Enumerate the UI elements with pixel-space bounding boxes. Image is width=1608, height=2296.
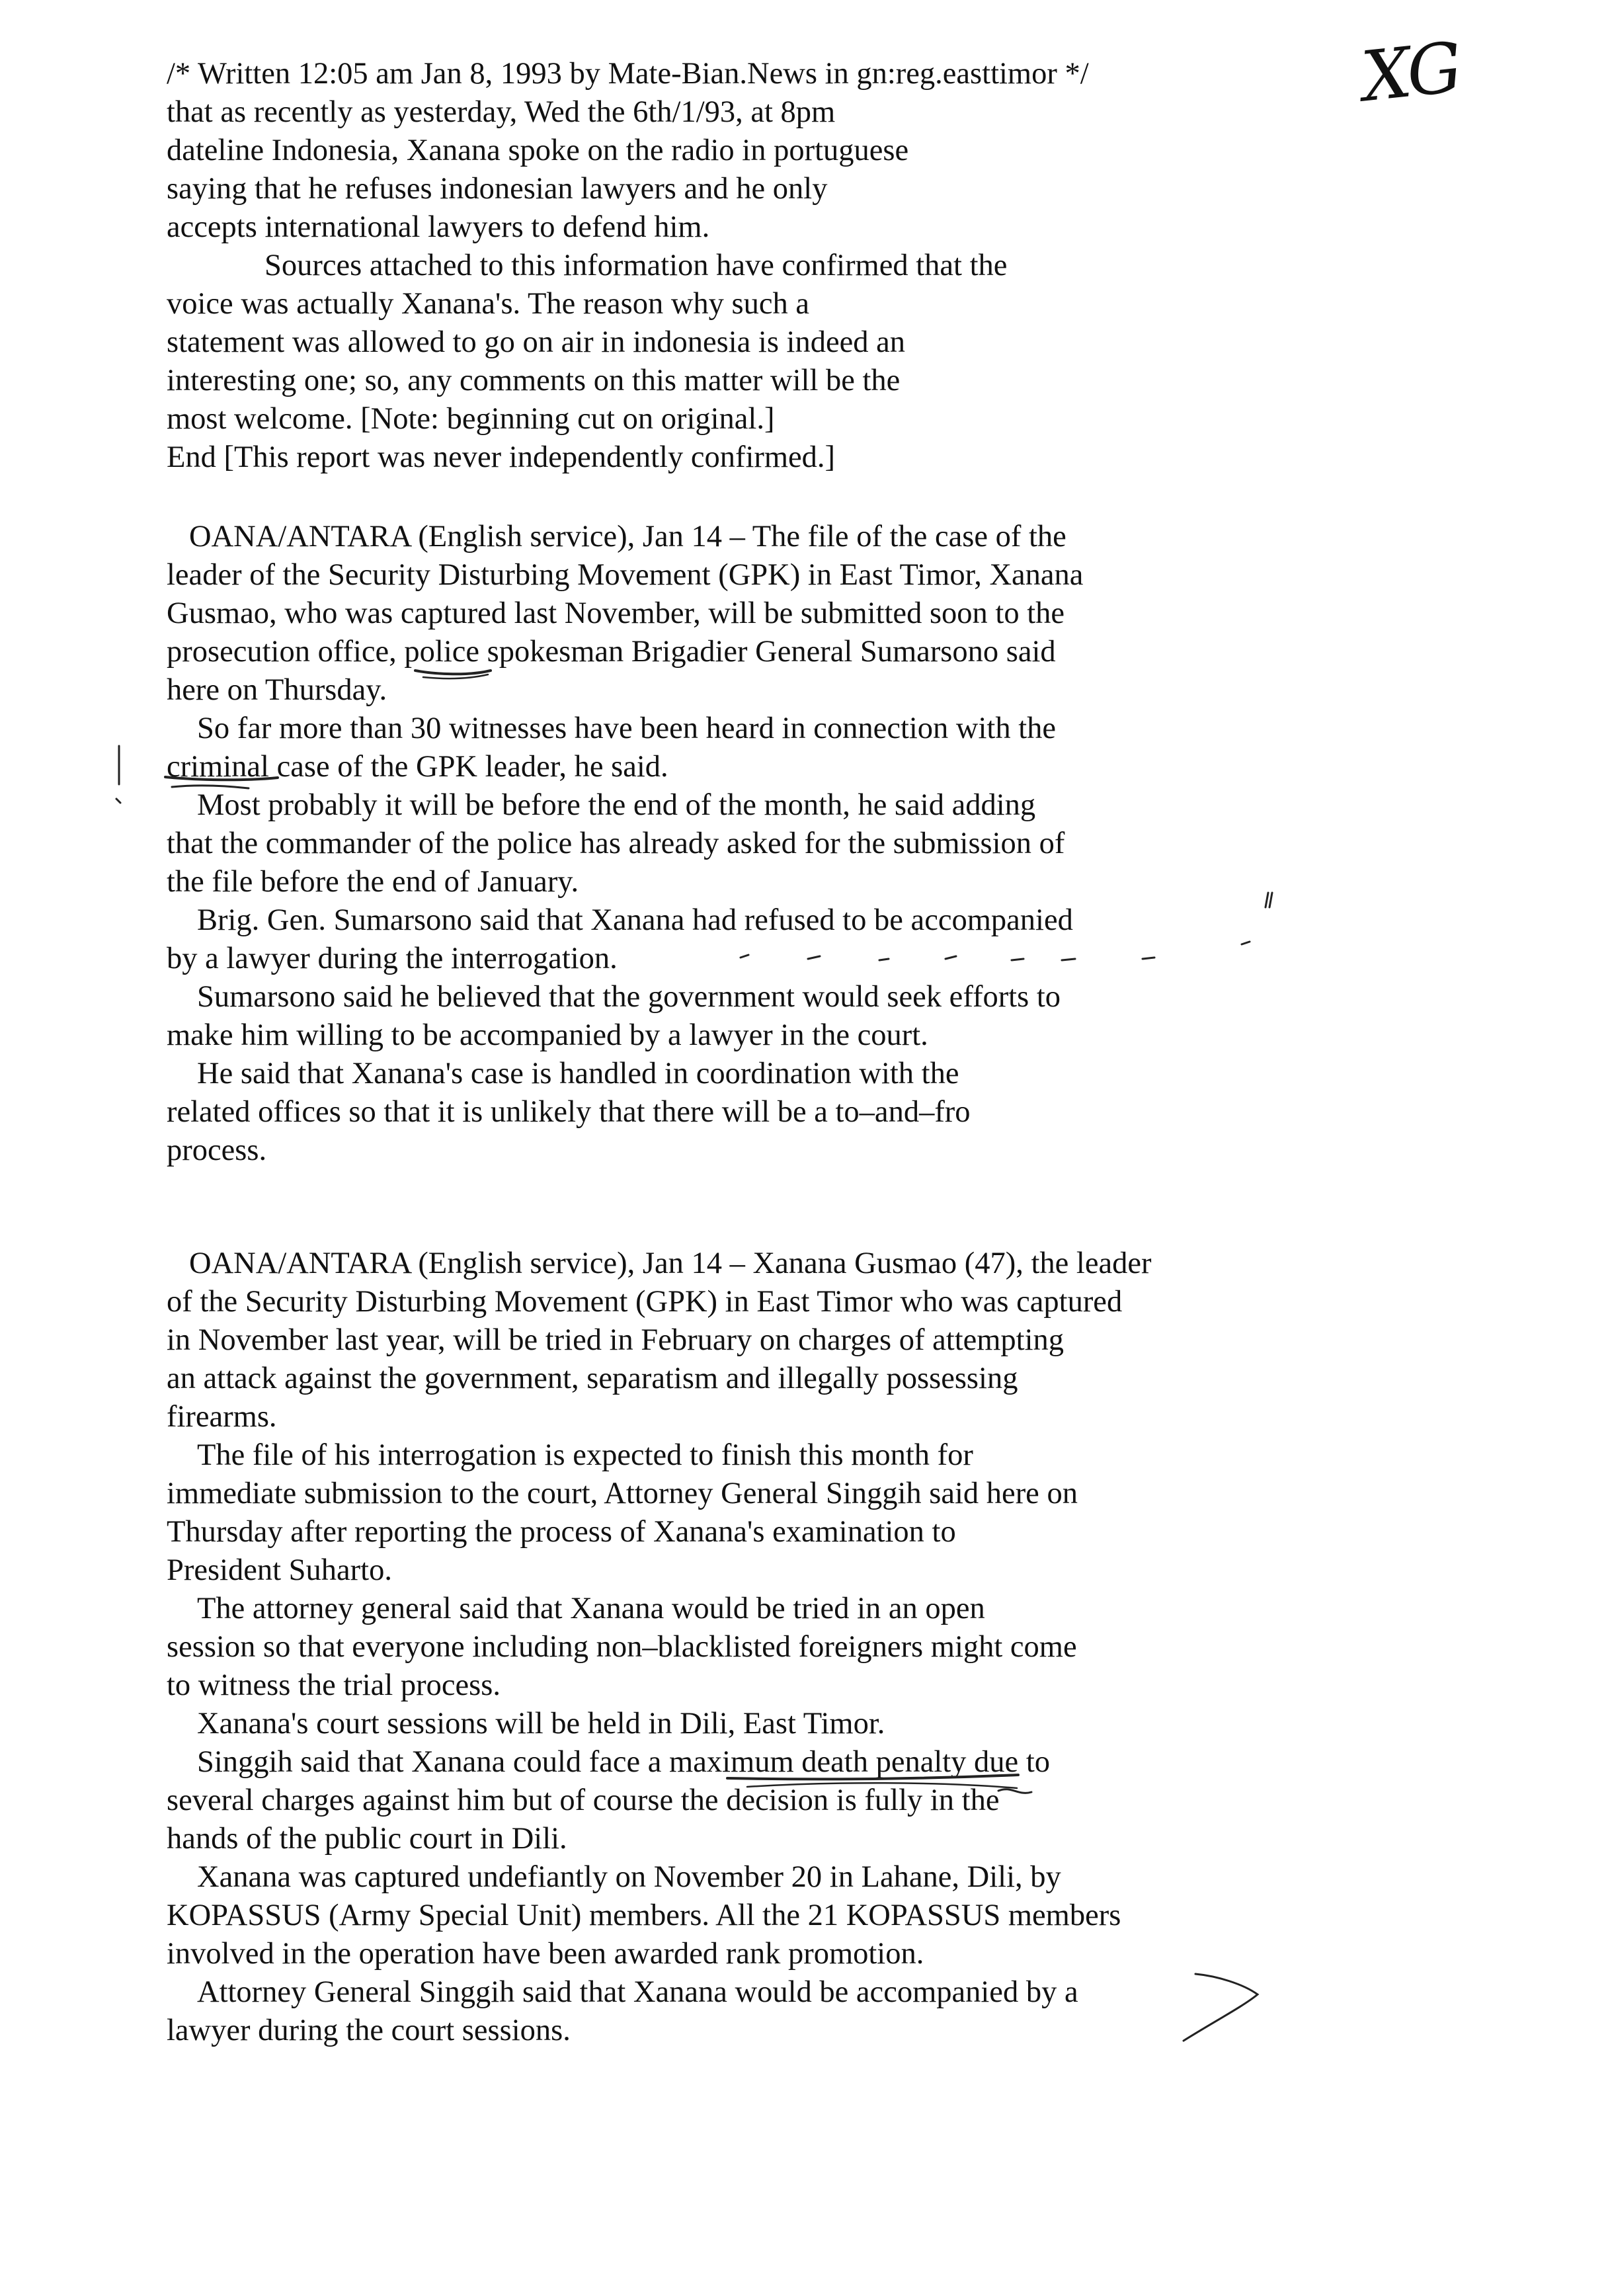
text-line: OANA/ANTARA (English service), Jan 14 – Xanana Gusmao (47), the leader [189, 1247, 1152, 1280]
squiggle-mark [998, 1789, 1031, 1793]
text-line: statement was allowed to go on air in indonesia is indeed an [167, 325, 906, 359]
text-line: The file of his interrogation is expected to finish this month for [197, 1438, 973, 1472]
text-line: accepts international lawyers to defend him. [167, 210, 710, 244]
text-line: Sources attached to this information have confirmed that the [264, 249, 1008, 282]
text-line: voice was actually Xanana's. The reason why such a [167, 287, 810, 321]
underline-penalty-mark [727, 1775, 1018, 1779]
tick-mark [1012, 959, 1024, 960]
tick-mark [1062, 959, 1075, 960]
tick-mark [879, 959, 889, 960]
text-line: OANA/ANTARA (English service), Jan 14 – The file of the case of the [189, 520, 1066, 554]
text-line: End [This report was never independently confirmed.] [167, 440, 836, 474]
underline-penalty-tail [747, 1783, 1017, 1788]
text-line: of the Security Disturbing Movement (GPK) in East Timor who was captured [167, 1285, 1123, 1319]
text-line: several charges against him but of course the decision is fully in the [167, 1784, 1000, 1817]
text-line: So far more than 30 witnesses have been heard in connection with the [197, 712, 1057, 745]
text-line: most welcome. [Note: beginning cut on original.] [167, 402, 775, 436]
text-line: firearms. [167, 1400, 277, 1434]
margin-mark [1266, 893, 1268, 907]
text-line: Gusmao, who was captured last November, will be submitted soon to the [167, 596, 1065, 630]
tick-mark [1143, 958, 1154, 959]
text-line: Xanana was captured undefiantly on November 20 in Lahane, Dili, by [197, 1860, 1061, 1894]
text-line: process. [167, 1133, 267, 1167]
underline-police-mark [415, 671, 491, 674]
underline-criminal-tail [172, 786, 249, 788]
text-line: dateline Indonesia, Xanana spoke on the radio in portuguese [167, 134, 909, 167]
tick-mark [741, 955, 748, 958]
text-line: immediate submission to the court, Attorney General Singgih said here on [167, 1477, 1078, 1510]
text-line: The attorney general said that Xanana would be tried in an open [197, 1592, 985, 1625]
text-line: He said that Xanana's case is handled in coordination with the [197, 1057, 959, 1090]
text-line: involved in the operation have been awarded rank promotion. [167, 1937, 924, 1971]
text-line: that the commander of the police has already asked for the submission of [167, 827, 1065, 860]
text-line: the file before the end of January. [167, 865, 579, 899]
text-line: an attack against the government, separatism and illegally possessing [167, 1362, 1018, 1395]
text-line: Thursday after reporting the process of Xanana's examination to [167, 1515, 956, 1549]
chevron-annotation-mark [1184, 1974, 1258, 2041]
tick-mark [945, 956, 956, 959]
text-line: hands of the public court in Dili. [167, 1822, 567, 1856]
text-line: here on Thursday. [167, 673, 387, 707]
text-line: interesting one; so, any comments on this matter will be the [167, 364, 901, 397]
text-line: Xanana's court sessions will be held in Dili, East Timor. [197, 1707, 885, 1741]
text-line: /* Written 12:05 am Jan 8, 1993 by Mate-Bian.News in gn:reg.easttimor */ [167, 57, 1089, 91]
text-line: Singgih said that Xanana could face a maximum death penalty due to [197, 1745, 1050, 1779]
text-line: that as recently as yesterday, Wed the 6th/1/93, at 8pm [167, 95, 836, 129]
text-line: in November last year, will be tried in February on charges of attempting [167, 1323, 1065, 1357]
text-line: Sumarsono said he believed that the government would seek efforts to [197, 980, 1061, 1014]
text-line: Brig. Gen. Sumarsono said that Xanana had refused to be accompanied [197, 903, 1073, 937]
text-line: by a lawyer during the interrogation. [167, 942, 618, 975]
handwritten-initials: XG [1358, 26, 1463, 118]
text-line: to witness the trial process. [167, 1668, 501, 1702]
margin-mark [1242, 942, 1250, 944]
margin-dot-mark [116, 799, 120, 803]
text-line: make him willing to be accompanied by a lawyer in the court. [167, 1018, 928, 1052]
text-line: Most probably it will be before the end of the month, he said adding [197, 788, 1036, 822]
text-line: Attorney General Singgih said that Xanana would be accompanied by a [197, 1975, 1078, 2009]
text-line: criminal case of the GPK leader, he said. [167, 750, 668, 784]
margin-mark [1269, 893, 1272, 907]
text-line: lawyer during the court sessions. [167, 2014, 571, 2047]
text-line: related offices so that it is unlikely that there will be a to–and–fro [167, 1095, 971, 1129]
text-line: KOPASSUS (Army Special Unit) members. All the 21 KOPASSUS members [167, 1899, 1121, 1932]
text-line: saying that he refuses indonesian lawyers and he only [167, 172, 828, 206]
tick-mark [808, 956, 820, 959]
text-line: prosecution office, police spokesman Brigadier General Sumarsono said [167, 635, 1056, 669]
text-line: session so that everyone including non–blacklisted foreigners might come [167, 1630, 1077, 1664]
underline-criminal-mark [165, 777, 278, 780]
text-line: leader of the Security Disturbing Movement (GPK) in East Timor, Xanana [167, 558, 1084, 592]
text-line: President Suharto. [167, 1553, 392, 1587]
